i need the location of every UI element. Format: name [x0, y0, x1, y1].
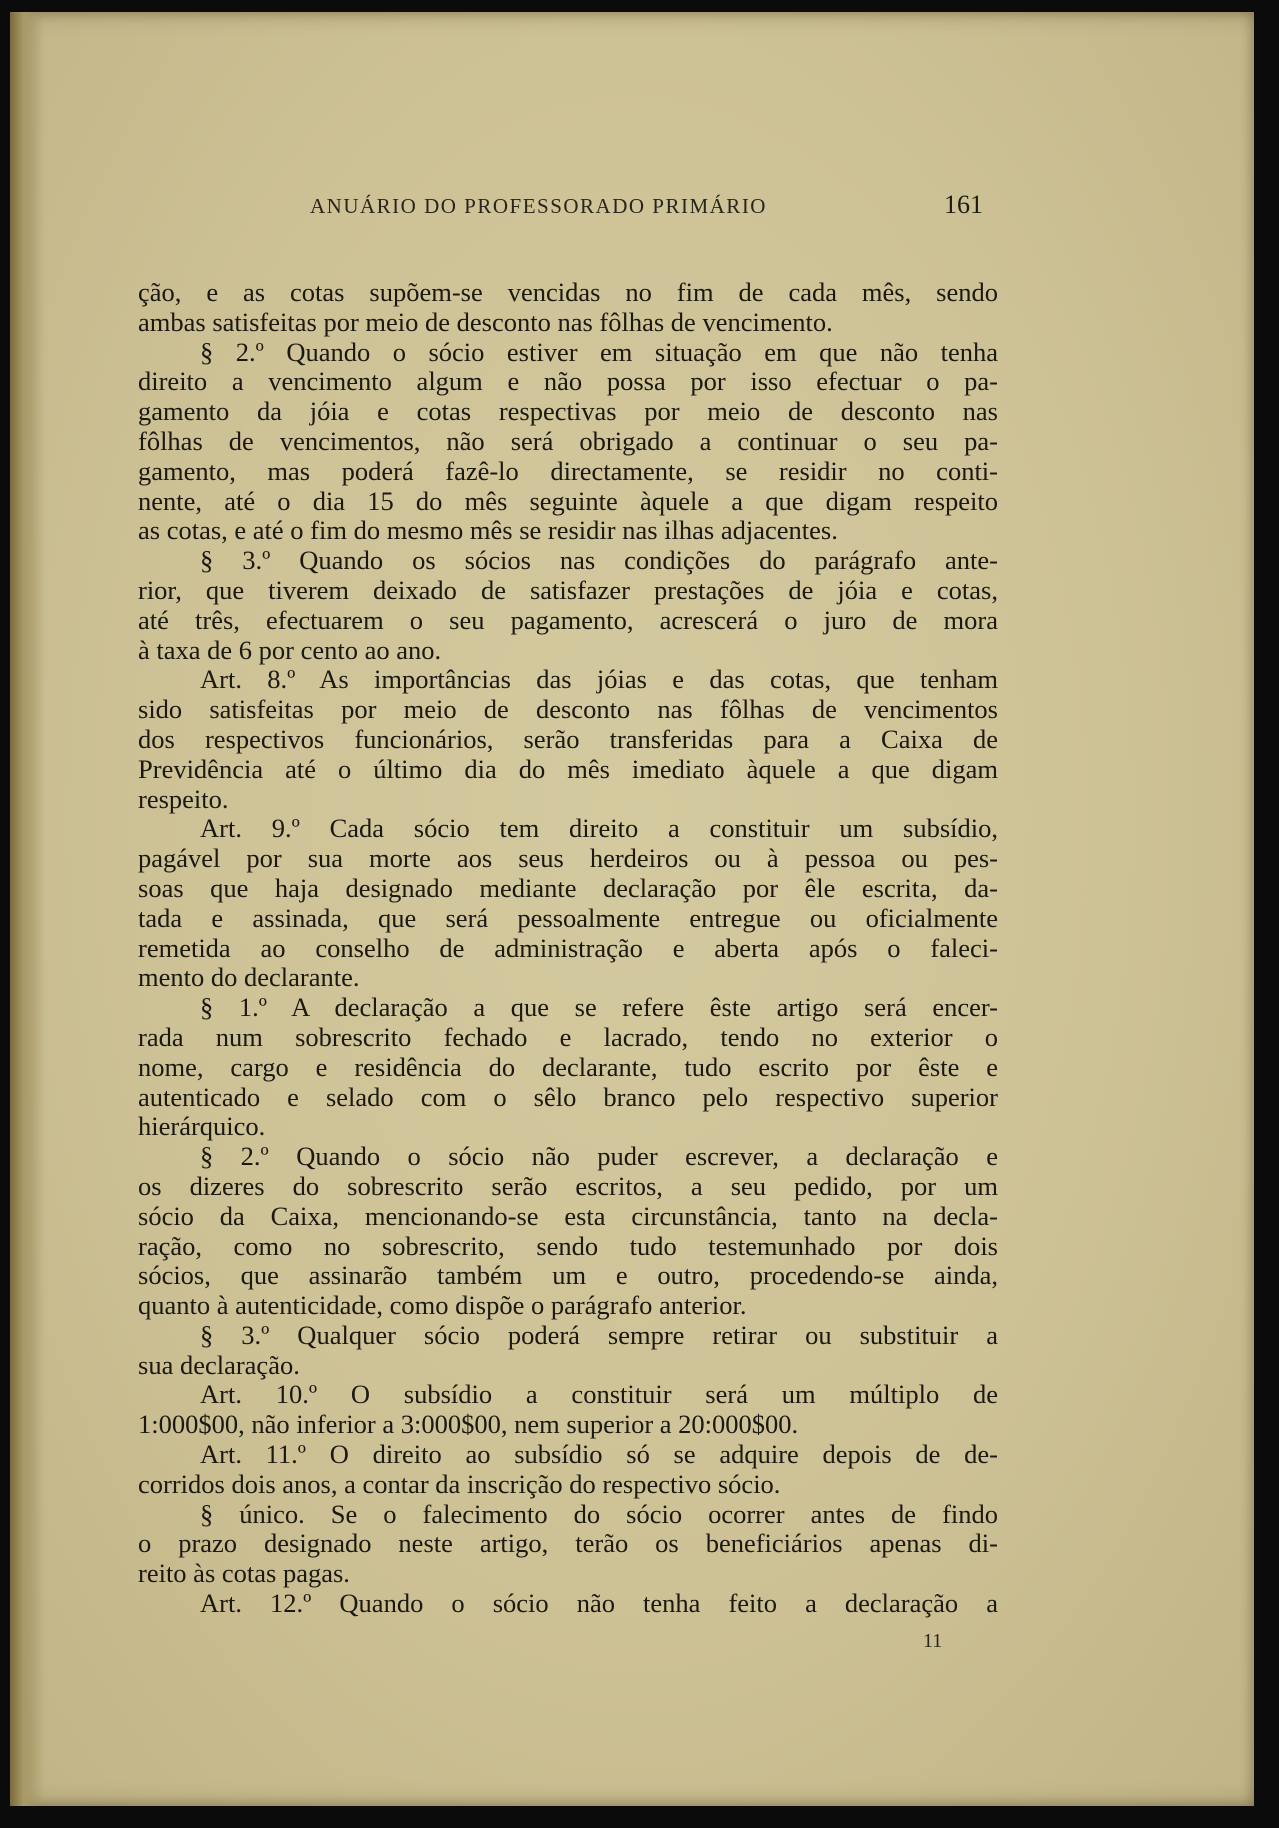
text-line: § 2.º Quando o sócio estiver em situação em que não tenha — [200, 336, 998, 367]
text-line: Art. 11.º O direito ao subsídio só se adquire depois de de- — [200, 1439, 998, 1470]
text-line: § único. Se o falecimento do sócio ocorrer antes de findo — [200, 1498, 998, 1529]
book-page — [10, 12, 1254, 1806]
text-line: Art. 10.º O subsídio a constituir será um múltiplo de — [200, 1379, 998, 1410]
text-line: ção, e as cotas supõem-se vencidas no fim de cada mês, sendo — [138, 277, 998, 307]
text-line: ração, como no sobrescrito, sendo tudo testemunhado por dois — [138, 1230, 998, 1261]
text-line: § 2.º Quando o sócio não puder escrever, a declaração e — [200, 1141, 998, 1172]
text-line: Art. 8.º As importâncias das jóias e das cotas, que tenham — [200, 664, 998, 695]
text-line: 1:000$00, não inferior a 3:000$00, nem superior a 20:000$00. — [138, 1409, 799, 1440]
running-title: ANUÁRIO DO PROFESSORADO PRIMÁRIO — [310, 194, 767, 218]
page-header — [10, 190, 1254, 220]
text-line: rior, que tiverem deixado de satisfazer prestações de jóia e cotas, — [138, 574, 998, 605]
text-line: § 3.º Qualquer sócio poderá sempre retirar ou substituir a — [200, 1319, 998, 1350]
text-line: Art. 9.º Cada sócio tem direito a constituir um subsídio, — [200, 813, 998, 844]
text-line: as cotas, e até o fim do mesmo mês se residir nas ilhas adjacentes. — [138, 515, 838, 546]
text-line: remetida ao conselho de administração e aberta após o faleci- — [138, 932, 998, 963]
text-line: o prazo designado neste artigo, terão os beneficiários apenas di- — [138, 1528, 998, 1559]
text-line: nome, cargo e residência do declarante, tudo escrito por êste e — [138, 1051, 998, 1082]
text-line: mento do declarante. — [138, 962, 360, 993]
text-line: gamento da jóia e cotas respectivas por meio de desconto nas — [138, 396, 998, 427]
text-line: direito a vencimento algum e não possa por isso efectuar o pa- — [138, 366, 998, 397]
signature-mark: 11 — [923, 1630, 943, 1652]
text-line: § 1.º A declaração a que se refere êste artigo será encer- — [200, 992, 998, 1023]
text-line: soas que haja designado mediante declaração por êle escrita, da- — [138, 872, 998, 903]
text-line: Art. 12.º Quando o sócio não tenha feito a declaração a — [200, 1588, 998, 1619]
text-line: corridos dois anos, a contar da inscrição do respectivo sócio. — [138, 1468, 781, 1499]
text-line: gamento, mas poderá fazê-lo directamente, se residir no conti- — [138, 455, 998, 486]
text-line: rada num sobrescrito fechado e lacrado, tendo no exterior o — [138, 1021, 998, 1052]
body-text — [138, 278, 998, 1619]
text-line: à taxa de 6 por cento ao ano. — [138, 634, 442, 665]
text-line: § 3.º Quando os sócios nas condições do parágrafo ante- — [200, 545, 998, 576]
text-line: sócio da Caixa, mencionando-se esta circunstância, tanto na decla- — [138, 1200, 998, 1231]
text-line: os dizeres do sobrescrito serão escritos, a seu pedido, por um — [138, 1170, 998, 1201]
text-line: tada e assinada, que será pessoalmente entregue ou oficialmente — [138, 902, 998, 933]
text-line: pagável por sua morte aos seus herdeiros ou à pessoa ou pes- — [138, 843, 998, 874]
text-line: dos respectivos funcionários, serão transferidas para a Caixa de — [138, 723, 998, 754]
text-line: sócios, que assinarão também um e outro, procedendo-se ainda, — [138, 1260, 998, 1291]
page-number: 161 — [944, 190, 983, 219]
text-line: até três, efectuarem o seu pagamento, acrescerá o juro de mora — [138, 604, 998, 635]
text-line: autenticado e selado com o sêlo branco pelo respectivo superior — [138, 1081, 998, 1112]
text-line: quanto à autenticidade, como dispõe o parágrafo anterior. — [138, 1290, 747, 1321]
text-line: nente, até o dia 15 do mês seguinte àquele a que digam respeito — [138, 485, 998, 516]
text-line: respeito. — [138, 783, 229, 814]
text-line: sido satisfeitas por meio de desconto nas fôlhas de vencimentos — [138, 694, 998, 725]
text-line: ambas satisfeitas por meio de desconto nas fôlhas de vencimento. — [138, 306, 833, 337]
text-line: fôlhas de vencimentos, não será obrigado a continuar o seu pa- — [138, 425, 998, 456]
text-line: reito às cotas pagas. — [138, 1558, 350, 1589]
text-line: sua declaração. — [138, 1349, 300, 1380]
text-line: hierárquico. — [138, 1111, 266, 1142]
text-line: Previdência até o último dia do mês imediato àquele a que digam — [138, 753, 998, 784]
